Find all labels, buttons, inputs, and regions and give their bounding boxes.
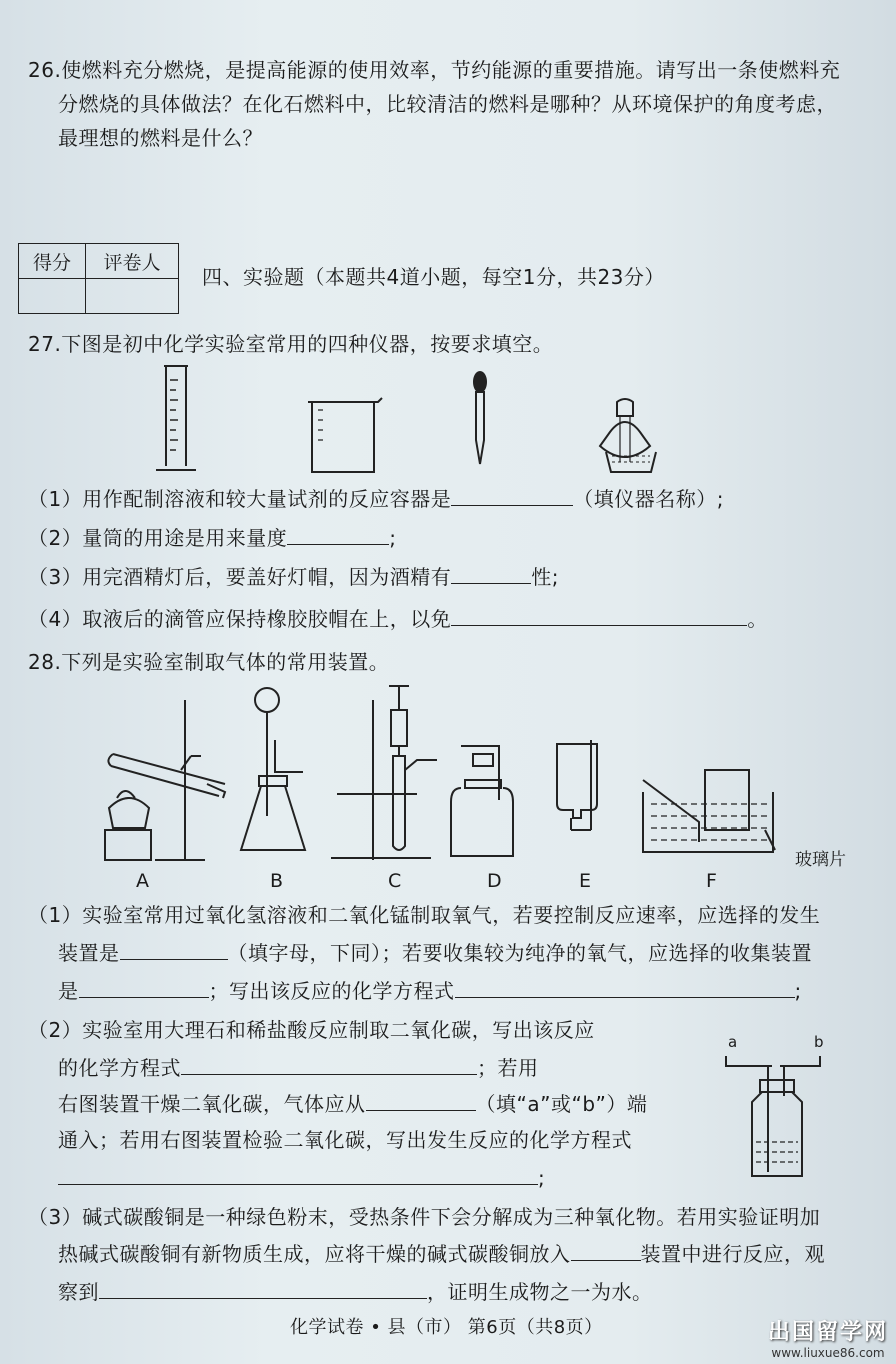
q28-p1-line3	[58, 979, 802, 1003]
q28-p1-line2-text: 装置是	[58, 941, 120, 965]
q28-blank-observation[interactable]	[99, 1280, 427, 1299]
q27-instruments-figure	[150, 360, 690, 480]
q27-part4	[28, 607, 768, 631]
q28-blank-equation1[interactable]	[455, 979, 795, 998]
q28-p1-line1: （1）实验室常用过氧化氢溶液和二氧化锰制取氧气，若要控制反应速率，应选择的发生	[28, 903, 821, 927]
apparatus-e-icon	[557, 740, 597, 830]
q28-apparatus-figure	[95, 680, 855, 870]
q27-part4-suffix: 。	[747, 607, 768, 631]
bottle-b-label: b	[814, 1033, 824, 1051]
label-d: D	[487, 870, 502, 892]
beaker-icon	[308, 398, 382, 472]
q27-part1	[28, 487, 724, 511]
q27-part2-text: （2）量筒的用途是用来量度	[28, 526, 288, 550]
q28-blank-generator[interactable]	[120, 941, 228, 960]
apparatus-c-icon	[331, 686, 437, 860]
apparatus-a-icon	[105, 700, 225, 860]
label-c: C	[388, 870, 402, 892]
section-heading: 四、实验题（本题共4道小题，每空1分，共23分）	[202, 265, 665, 289]
q28-p1-line3-text: 是	[58, 979, 79, 1003]
q26-line2: 分燃烧的具体做法？在化石燃料中，比较清洁的燃料是哪种？从环境保护的角度考虑，	[58, 92, 837, 116]
q28-blank-equation2[interactable]	[181, 1056, 477, 1075]
q28-p1-line2-suffix: （填字母，下同）；若要收集较为纯净的氧气，应选择的收集装置	[227, 941, 812, 965]
grader-header: 评卷人	[86, 244, 179, 279]
score-cell	[19, 279, 86, 314]
q28-blank-equation3[interactable]	[58, 1166, 538, 1185]
q28-p3-line1: （3）碱式碳酸铜是一种绿色粉末，受热条件下会分解成为三种氧化物。若用实验证明加	[28, 1205, 821, 1229]
watermark	[768, 1315, 888, 1360]
page-footer: 化学试卷 • 县（市） 第6页（共8页）	[290, 1317, 603, 1338]
q27-part4-text: （4）取液后的滴管应保持橡胶胶帽在上，以免	[28, 607, 452, 631]
q28-p2-line1: （2）实验室用大理石和稀盐酸反应制取二氧化碳，写出该反应	[28, 1018, 595, 1042]
q27-part3	[28, 565, 559, 589]
graduated-cylinder-icon	[156, 366, 196, 470]
q27-blank2[interactable]	[287, 526, 389, 545]
q27-part3-text: （3）用完酒精灯后，要盖好灯帽，因为酒精有	[28, 565, 452, 589]
q28-title: 28.下列是实验室制取气体的常用装置。	[28, 650, 390, 674]
q28-p2-line3-suffix: （填“a”或“b”）端	[475, 1092, 648, 1116]
drying-bottle-icon	[720, 1050, 840, 1185]
alcohol-lamp-icon	[600, 399, 656, 472]
dropper-icon	[474, 372, 486, 464]
q28-p2-line2-suffix: ；若用	[477, 1056, 539, 1080]
bottle-a-label: a	[728, 1033, 738, 1051]
score-header: 得分	[19, 244, 86, 279]
q28-p3-line3-text: 察到	[58, 1280, 99, 1304]
q28-p2-line2	[58, 1056, 539, 1080]
q28-p2-line5-end: ;	[538, 1166, 546, 1190]
q28-p2-line4: 通入；若用右图装置检验二氧化碳，写出发生反应的化学方程式	[58, 1128, 632, 1152]
label-a: A	[136, 870, 149, 892]
q28-blank-inlet[interactable]	[366, 1092, 476, 1111]
q27-title: 27.下图是初中化学实验室常用的四种仪器，按要求填空。	[28, 332, 554, 356]
q27-part2	[28, 526, 396, 550]
q27-part2-suffix: ;	[389, 526, 397, 550]
glass-plate-label: 玻璃片	[795, 850, 846, 870]
score-table	[18, 243, 179, 314]
q27-blank1[interactable]	[451, 487, 573, 506]
q27-part1-suffix: （填仪器名称）;	[573, 487, 724, 511]
watermark-name: 出国留学网	[767, 1320, 888, 1345]
q28-blank-apparatus[interactable]	[571, 1242, 641, 1261]
apparatus-b-icon	[241, 688, 305, 850]
q28-p3-line2-suffix: 装置中进行反应，观	[640, 1242, 825, 1266]
q27-blank3[interactable]	[451, 565, 531, 584]
q28-p2-line2-text: 的化学方程式	[58, 1056, 181, 1080]
q28-p2-line5	[58, 1166, 545, 1190]
q26-line1: 26.使燃料充分燃烧，是提高能源的使用效率，节约能源的重要措施。请写出一条使燃料充	[28, 58, 841, 82]
q28-p2-line3	[58, 1092, 647, 1116]
q28-p2-line3-text: 右图装置干燥二氧化碳，气体应从	[58, 1092, 366, 1116]
q26-line3: 最理想的燃料是什么？	[58, 126, 263, 150]
q28-p3-line2	[58, 1242, 825, 1266]
grader-cell	[86, 279, 179, 314]
label-e: E	[579, 870, 592, 892]
label-b: B	[270, 870, 284, 892]
q28-p1-line2	[58, 941, 812, 965]
q27-blank4[interactable]	[451, 607, 747, 626]
q28-p1-line3-end: ;	[794, 979, 802, 1003]
apparatus-f-icon	[643, 770, 775, 852]
apparatus-d-icon	[451, 746, 513, 856]
watermark-url: www.liuxue86.com	[771, 1346, 885, 1360]
q28-p1-line3-mid: ；写出该反应的化学方程式	[208, 979, 455, 1003]
q28-p3-line3	[58, 1280, 653, 1304]
q28-p3-line2-text: 热碱式碳酸铜有新物质生成，应将干燥的碱式碳酸铜放入	[58, 1242, 571, 1266]
q28-p3-line3-suffix: ，证明生成物之一为水。	[427, 1280, 653, 1304]
q28-blank-collector[interactable]	[79, 979, 209, 998]
label-f: F	[706, 870, 717, 892]
q27-part1-text: （1）用作配制溶液和较大量试剂的反应容器是	[28, 487, 452, 511]
q27-part3-suffix: 性;	[531, 565, 559, 589]
